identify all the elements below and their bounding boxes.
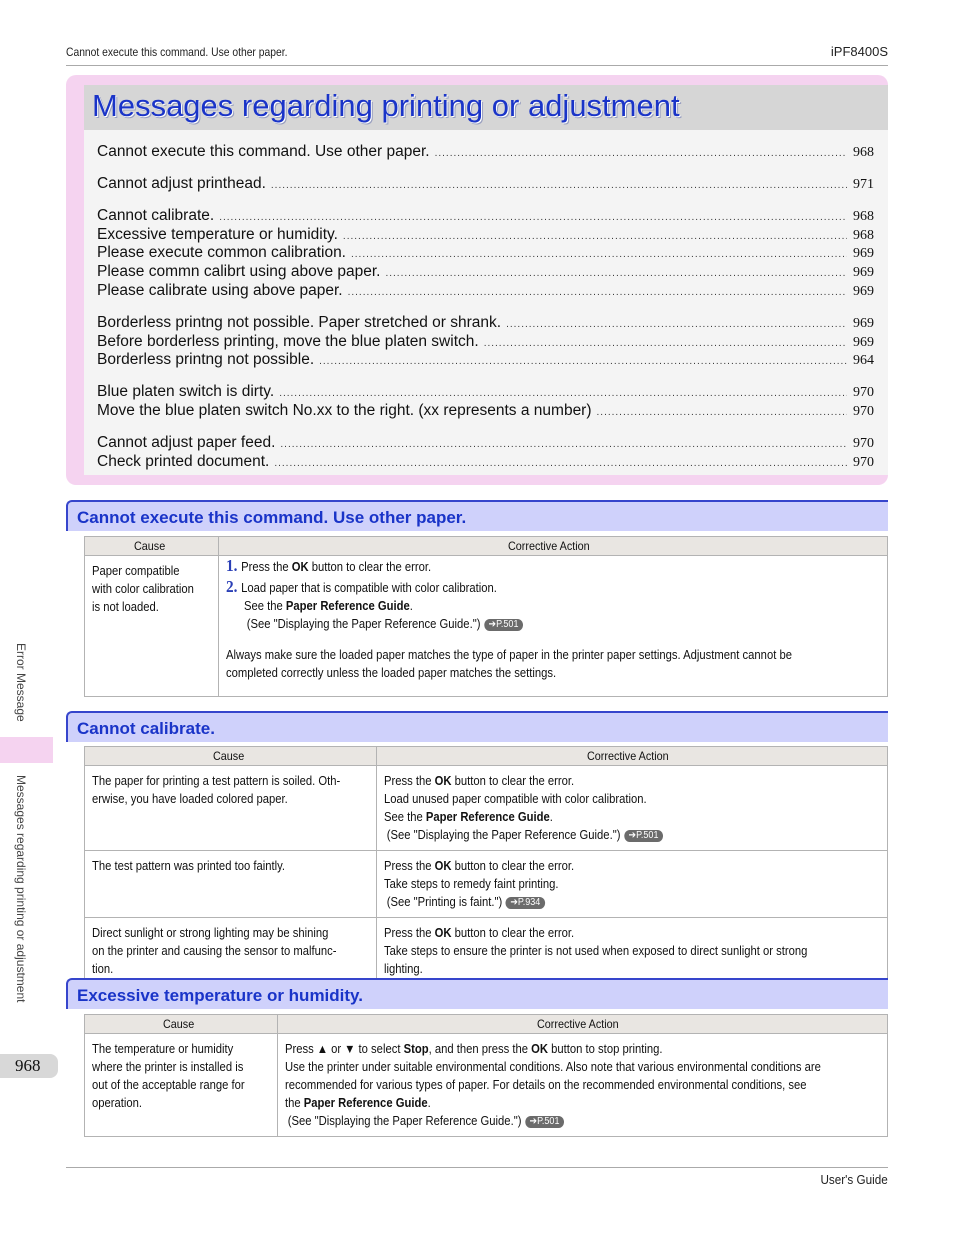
toc-leader-dots	[597, 407, 847, 418]
column-header-action: Corrective Action	[277, 1015, 887, 1034]
toc-entry[interactable]	[97, 143, 874, 161]
toc-entry[interactable]	[97, 453, 874, 471]
toc-entry-label: Check printed document.	[97, 453, 270, 470]
toc-entry-label: Move the blue platen switch No.xx to the right. (xx represents a number)	[97, 402, 592, 419]
toc-entry-label: Please execute common calibration.	[97, 244, 346, 261]
toc-leader-dots	[274, 458, 847, 469]
page-reference-link[interactable]: ➔P.934	[506, 897, 545, 909]
header-divider	[66, 65, 888, 66]
toc-entry-label: Cannot adjust printhead.	[97, 175, 266, 192]
toc-leader-dots	[319, 356, 847, 367]
section-title: Cannot calibrate.	[77, 719, 215, 738]
toc-entry[interactable]	[97, 263, 874, 281]
toc-entry-page: 971	[853, 177, 874, 192]
toc-leader-dots	[219, 212, 847, 223]
toc-entry-page: 968	[853, 228, 874, 243]
cause-action-table-other-paper	[84, 536, 888, 697]
toc-entry-page: 969	[853, 265, 874, 280]
toc-leader-dots	[506, 319, 847, 330]
section-heading-cannot-calibrate	[66, 711, 888, 742]
toc-leader-dots	[271, 180, 847, 191]
cause-cell: The temperature or humidity where the printer is installed is out of the acceptable range for operation.	[85, 1034, 278, 1137]
action-cell: Press the OK button to clear the error. Load unused paper compatible with color calibration. See the Paper Reference Guide. (See "Displaying the Paper Reference Guide.") ➔P.501	[377, 766, 888, 851]
cause-action-table-calibrate	[84, 746, 888, 985]
column-header-action: Corrective Action	[377, 747, 888, 766]
toc-leader-dots	[280, 439, 847, 450]
toc-entry-page: 969	[853, 246, 874, 261]
toc-entry[interactable]	[97, 333, 874, 351]
table-row	[85, 851, 888, 918]
step-2: 2. Load paper that is compatible with color calibration.	[226, 577, 497, 596]
toc-entry[interactable]	[97, 207, 874, 225]
cause-action-table-temperature	[84, 1014, 888, 1137]
toc-entry-page: 970	[853, 404, 874, 419]
table-row	[85, 1034, 888, 1137]
cause-cell: The test pattern was printed too faintly.	[85, 851, 377, 918]
down-arrow-icon: ▼	[343, 1042, 355, 1056]
page-reference-link[interactable]: ➔P.501	[624, 830, 663, 842]
toc-entry-page: 969	[853, 316, 874, 331]
cause-cell: Paper compatible with color calibration is not loaded.	[85, 556, 219, 697]
toc-entry[interactable]	[97, 244, 874, 262]
toc-entry-page: 970	[853, 436, 874, 451]
page-reference-link[interactable]: ➔P.501	[525, 1116, 564, 1128]
toc-entry[interactable]	[97, 383, 874, 401]
toc-entry[interactable]	[97, 282, 874, 300]
running-header-title: Cannot execute this command. Use other paper.	[66, 45, 288, 59]
toc-entry[interactable]	[97, 402, 874, 420]
cause-cell: The paper for printing a test pattern is soiled. Oth- erwise, you have loaded colored paper.	[85, 766, 377, 851]
toc-entry[interactable]	[97, 351, 874, 369]
footer-divider	[66, 1167, 888, 1168]
column-header-cause: Cause	[85, 537, 219, 556]
table-row	[85, 556, 888, 697]
toc-entry-page: 968	[853, 145, 874, 160]
column-header-action: Corrective Action	[219, 537, 888, 556]
column-header-cause: Cause	[85, 1015, 278, 1034]
toc-leader-dots	[385, 268, 847, 279]
toc-entry-page: 970	[853, 455, 874, 470]
toc-entry-page: 964	[853, 353, 874, 368]
toc-entry-label: Please commn calibrt using above paper.	[97, 263, 381, 280]
cause-cell: Direct sunlight or strong lighting may be shining on the printer and causing the sensor to malfunc- tion.	[85, 918, 377, 985]
toc-entry-label: Before borderless printing, move the blue platen switch.	[97, 333, 479, 350]
toc-entry-page: 968	[853, 209, 874, 224]
toc-leader-dots	[279, 388, 847, 399]
toc-leader-dots	[484, 338, 847, 349]
page-title: Messages regarding printing or adjustment	[92, 88, 680, 123]
toc-entry[interactable]	[97, 226, 874, 244]
toc-entry-page: 969	[853, 284, 874, 299]
toc-entry-label: Blue platen switch is dirty.	[97, 383, 275, 400]
action-cell: Press the OK button to clear the error. Take steps to ensure the printer is not used when exposed to direct sunlight or strong lighting.	[377, 918, 888, 985]
toc-entry-label: Cannot adjust paper feed.	[97, 434, 276, 451]
toc-entry[interactable]	[97, 314, 874, 332]
toc-entry-page: 969	[853, 335, 874, 350]
toc-leader-dots	[348, 287, 847, 298]
toc-leader-dots	[343, 231, 847, 242]
running-header-model: iPF8400S	[830, 44, 888, 59]
footer-guide-name: User's Guide	[820, 1172, 888, 1187]
toc-entry-label: Borderless printng not possible. Paper stretched or shrank.	[97, 314, 502, 331]
action-cell: Press the OK button to clear the error. Take steps to remedy faint printing. (See "Printing is faint.") ➔P.934	[377, 851, 888, 918]
toc-entry[interactable]	[97, 434, 874, 452]
action-cell: 1. Press the OK button to clear the error. 2. Load paper that is compatible with color calibration. See the Paper Reference Guide. (See "Displaying the Paper Reference Guide.") ➔P.501 Always make sure the loaded paper matches the type of paper in the printer paper settings. Adjustment cannot be completed correctly unless the loaded paper matches the settings.	[219, 556, 888, 697]
section-title: Cannot execute this command. Use other paper.	[77, 508, 467, 527]
toc-entry-label: Borderless printng not possible.	[97, 351, 315, 368]
table-row	[85, 766, 888, 851]
column-header-cause: Cause	[85, 747, 377, 766]
table-row	[85, 918, 888, 985]
section-title: Excessive temperature or humidity.	[77, 986, 363, 1005]
page-number: 968	[15, 1056, 41, 1075]
up-arrow-icon: ▲	[316, 1042, 328, 1056]
toc-leader-dots	[351, 249, 847, 260]
toc-entry-label: Cannot execute this command. Use other paper.	[97, 143, 430, 160]
toc-entry[interactable]	[97, 175, 874, 193]
toc-entry-label: Excessive temperature or humidity.	[97, 226, 338, 243]
action-cell: Press ▲ or ▼ to select Stop, and then press the OK button to stop printing. Use the printer under suitable environmental conditions. Also note that various environmental conditions are recommended for various types of paper. For details on the recommended environmental conditions, see the Paper Reference Guide. (See "Displaying the Paper Reference Guide.") ➔P.501	[277, 1034, 887, 1137]
toc-entry-page: 970	[853, 385, 874, 400]
section-heading-temperature-humidity	[66, 978, 888, 1009]
toc-entry-label: Cannot calibrate.	[97, 207, 215, 224]
toc-leader-dots	[435, 148, 847, 159]
section-heading-other-paper	[66, 500, 888, 531]
side-tab-chapter[interactable]: Error Message	[14, 643, 28, 722]
side-tab-marker	[0, 737, 53, 763]
side-tab-section[interactable]: Messages regarding printing or adjustment	[14, 775, 28, 1003]
toc-entry-label: Please calibrate using above paper.	[97, 282, 343, 299]
step-1: 1. Press the OK button to clear the error.	[226, 556, 432, 575]
page-reference-link[interactable]: ➔P.501	[484, 619, 523, 631]
